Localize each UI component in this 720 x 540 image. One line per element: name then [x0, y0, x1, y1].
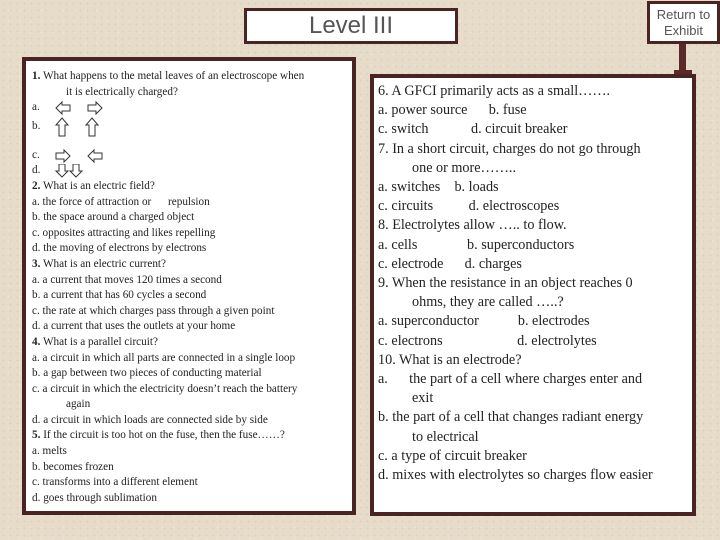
q2-option-b[interactable]: b. the space around a charged object: [32, 211, 195, 224]
return-label-line2: Exhibit: [663, 23, 704, 38]
q5-option-a[interactable]: a. melts: [32, 445, 67, 458]
q9-options-cd[interactable]: c. electrons d. electrolytes: [378, 332, 597, 349]
q10-option-a-cont: exit: [412, 390, 434, 407]
q4-option-b[interactable]: b. a gap between two pieces of conducting material: [32, 367, 262, 380]
q10-option-b-cont: to electrical: [412, 428, 479, 445]
question-1-cont: it is electrically charged?: [66, 85, 178, 98]
q1-option-b[interactable]: b.: [32, 116, 346, 138]
q3-option-c[interactable]: c. the rate at which charges pass through a given point: [32, 304, 275, 317]
question-9-cont: ohms, they are called …..?: [412, 294, 564, 311]
question-4: 4. What is a parallel circuit?: [32, 335, 158, 348]
q8-options-cd[interactable]: c. electrode d. charges: [378, 255, 522, 272]
up-arrows-icon: [54, 117, 104, 137]
q3-option-d[interactable]: d. a current that uses the outlets at your home: [32, 320, 236, 333]
left-right-arrows-icon: [54, 101, 104, 115]
questions-panel-right: [370, 74, 696, 516]
q10-option-c[interactable]: c. a type of circuit breaker: [378, 447, 527, 464]
q5-option-c[interactable]: c. transforms into a different element: [32, 476, 198, 489]
q4-option-c-cont: again: [66, 398, 91, 411]
question-7-cont: one or more……..: [412, 159, 517, 176]
q2-option-c[interactable]: c. opposites attracting and likes repelling: [32, 226, 216, 239]
question-5: 5. If the circuit is too hot on the fuse, then the fuse……?: [32, 429, 285, 442]
q4-option-a[interactable]: a. a circuit in which all parts are connected in a single loop: [32, 351, 296, 364]
q3-option-b[interactable]: b. a current that has 60 cycles a second: [32, 289, 207, 302]
return-label-line1: Return to: [656, 7, 711, 22]
question-9: 9. When the resistance in an object reaches 0: [378, 275, 633, 292]
q1-option-c[interactable]: c.: [32, 148, 346, 164]
question-7: 7. In a short circuit, charges do not go through: [378, 140, 641, 157]
q3-option-a[interactable]: a. a current that moves 120 times a second: [32, 273, 222, 286]
question-3: 3. What is an electric current?: [32, 257, 166, 270]
q6-options-cd[interactable]: c. switch d. circuit breaker: [378, 121, 568, 138]
q4-option-c[interactable]: c. a circuit in which the electricity doesn’t reach the battery: [32, 382, 298, 395]
q8-options-ab[interactable]: a. cells b. superconductors: [378, 236, 575, 253]
q2-option-a[interactable]: a. the force of attraction or repulsion: [32, 195, 210, 208]
q2-option-d[interactable]: d. the moving of electrons by electrons: [32, 242, 207, 255]
questions-panel-left: [22, 57, 356, 515]
question-6: 6. A GFCI primarily acts as a small…….: [378, 83, 611, 99]
q4-option-d[interactable]: d. a circuit in which loads are connected side by side: [32, 413, 268, 426]
question-1: 1. What happens to the metal leaves of an electroscope when: [32, 70, 305, 82]
q10-option-b[interactable]: b. the part of a cell that changes radiant energy: [378, 409, 644, 426]
q5-option-b[interactable]: b. becomes frozen: [32, 460, 114, 473]
q1-option-d[interactable]: d.: [32, 163, 346, 179]
q7-options-cd[interactable]: c. circuits d. electroscopes: [378, 198, 560, 215]
page-title: Level III: [244, 8, 458, 44]
q5-option-d[interactable]: d. goes through sublimation: [32, 491, 157, 504]
q10-option-a[interactable]: a. the part of a cell where charges enter and: [378, 371, 643, 388]
question-2: 2. What is an electric field?: [32, 179, 155, 192]
q7-options-ab[interactable]: a. switches b. loads: [378, 179, 499, 196]
return-to-exhibit-button[interactable]: [647, 1, 720, 44]
q1-option-a[interactable]: a.: [32, 100, 346, 116]
right-left-arrows-icon: [54, 149, 104, 163]
question-8: 8. Electrolytes allow ….. to flow.: [378, 217, 567, 234]
q6-options-ab[interactable]: a. power source b. fuse: [378, 102, 527, 119]
q9-options-ab[interactable]: a. superconductor b. electrodes: [378, 313, 590, 330]
down-arrows-icon: [54, 164, 104, 178]
question-10: 10. What is an electrode?: [378, 351, 522, 368]
q10-option-d[interactable]: d. mixes with electrolytes so charges flow easier: [378, 467, 653, 484]
